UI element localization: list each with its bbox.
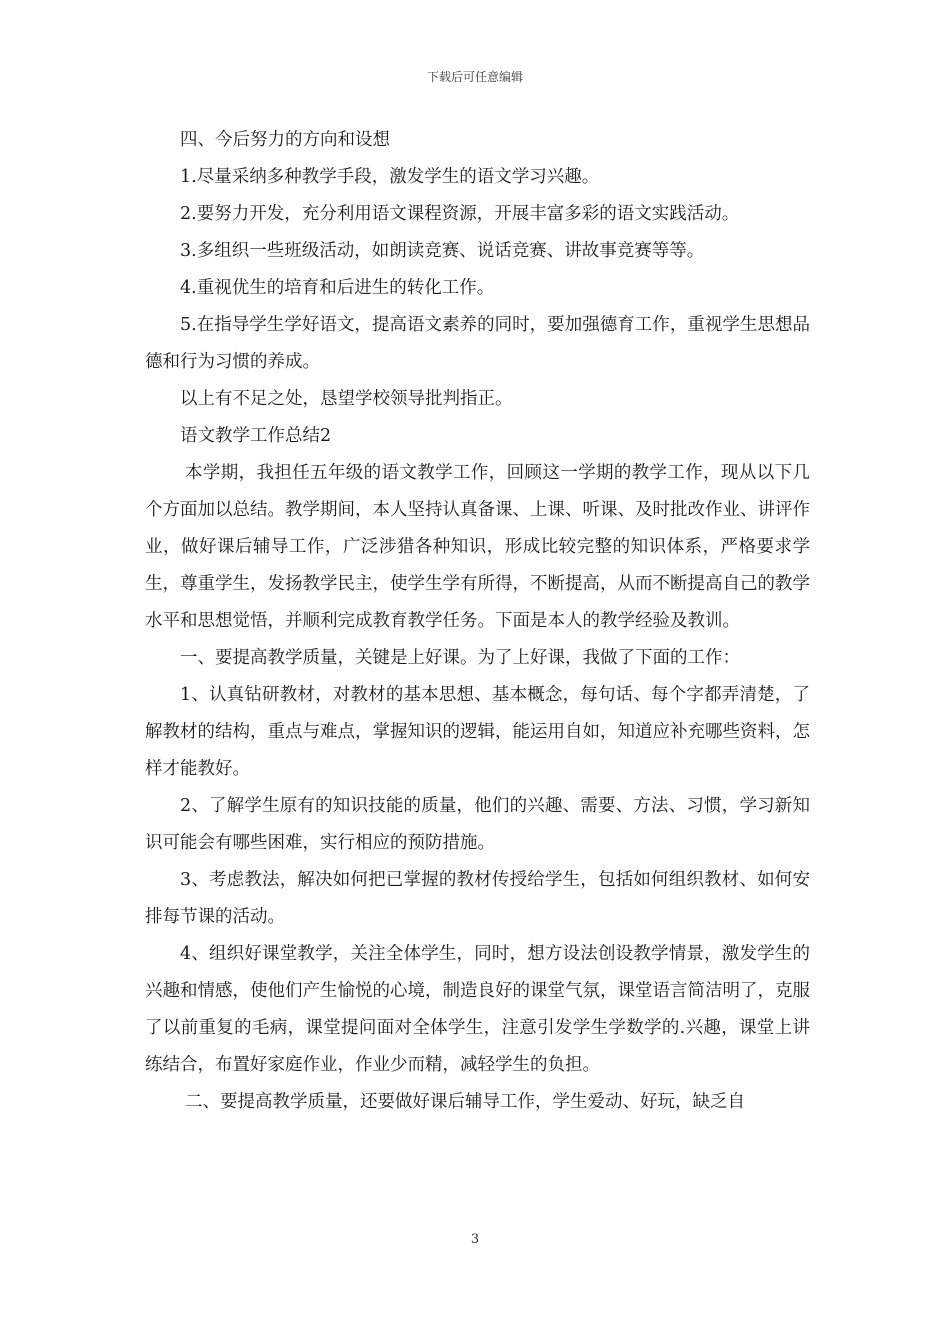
closing-remark: 以上有不足之处，恳望学校领导批判指正。 bbox=[180, 389, 513, 409]
list-item-5: 5.在指导学生学好语文，提高语文素养的同时，要加强德育工作，重视学生思想品德和行为习惯的养成。 bbox=[145, 315, 810, 372]
list-item-2: 2.要努力开发，充分利用语文课程资源，开展丰富多彩的语文实践活动。 bbox=[180, 204, 740, 224]
list-item-1: 1.尽量采纳多种教学手段，激发学生的语文学习兴趣。 bbox=[180, 167, 600, 187]
page-header-note: 下载后可任意编辑 bbox=[426, 70, 523, 84]
point-2-paragraph: 2、了解学生原有的知识技能的质量，他们的兴趣、需要、方法、习惯，学习新知识可能会有哪些困难，实行相应的预防措施。 bbox=[145, 796, 810, 853]
point-4-paragraph: 4、组织好课堂教学，关注全体学生，同时，想方设法创设教学情景，激发学生的兴趣和情感，使他们产生愉悦的心境，制造良好的课堂气氛，课堂语言简洁明了，克服了以前重复的毛病，课堂提问面对全体学生，注意引发学生学数学的.兴趣，课堂上讲练结合，布置好家庭作业，作业少而精，减轻学生的负担。 bbox=[145, 944, 810, 1075]
document-body bbox=[145, 122, 810, 1121]
page-number: 3 bbox=[470, 1232, 480, 1247]
section-title-summary-2: 语文教学工作总结2 bbox=[180, 426, 332, 446]
point-3-paragraph: 3、考虑教法，解决如何把已掌握的教材传授给学生，包括如何组织教材、如何安排每节课的活动。 bbox=[145, 870, 810, 927]
intro-paragraph: 本学期，我担任五年级的语文教学工作，回顾这一学期的教学工作，现从以下几个方面加以总结。教学期间，本人坚持认真备课、上课、听课、及时批改作业、讲评作业，做好课后辅导工作，广泛涉猎各种知识，形成比较完整的知识体系，严格要求学生，尊重学生，发扬教学民主，使学生学有所得，不断提高，从而不断提高自己的教学水平和思想觉悟，并顺利完成教育教学任务。下面是本人的教学经验及教训。 bbox=[145, 463, 810, 631]
section-heading-two: 二、要提高教学质量，还要做好课后辅导工作，学生爱动、好玩，缺乏自 bbox=[185, 1092, 745, 1112]
section-heading-one: 一、要提高教学质量，关键是上好课。为了上好课，我做了下面的工作： bbox=[180, 648, 740, 668]
list-item-4: 4.重视优生的培育和后进生的转化工作。 bbox=[180, 278, 495, 298]
list-item-3: 3.多组织一些班级活动，如朗读竞赛、说话竞赛、讲故事竞赛等等。 bbox=[180, 241, 705, 261]
section-heading-future: 四、今后努力的方向和设想 bbox=[180, 130, 390, 150]
point-1-paragraph: 1、认真钻研教材，对教材的基本思想、基本概念，每句话、每个字都弄清楚，了解教材的结构，重点与难点，掌握知识的逻辑，能运用自如，知道应补充哪些资料，怎样才能教好。 bbox=[145, 685, 810, 779]
